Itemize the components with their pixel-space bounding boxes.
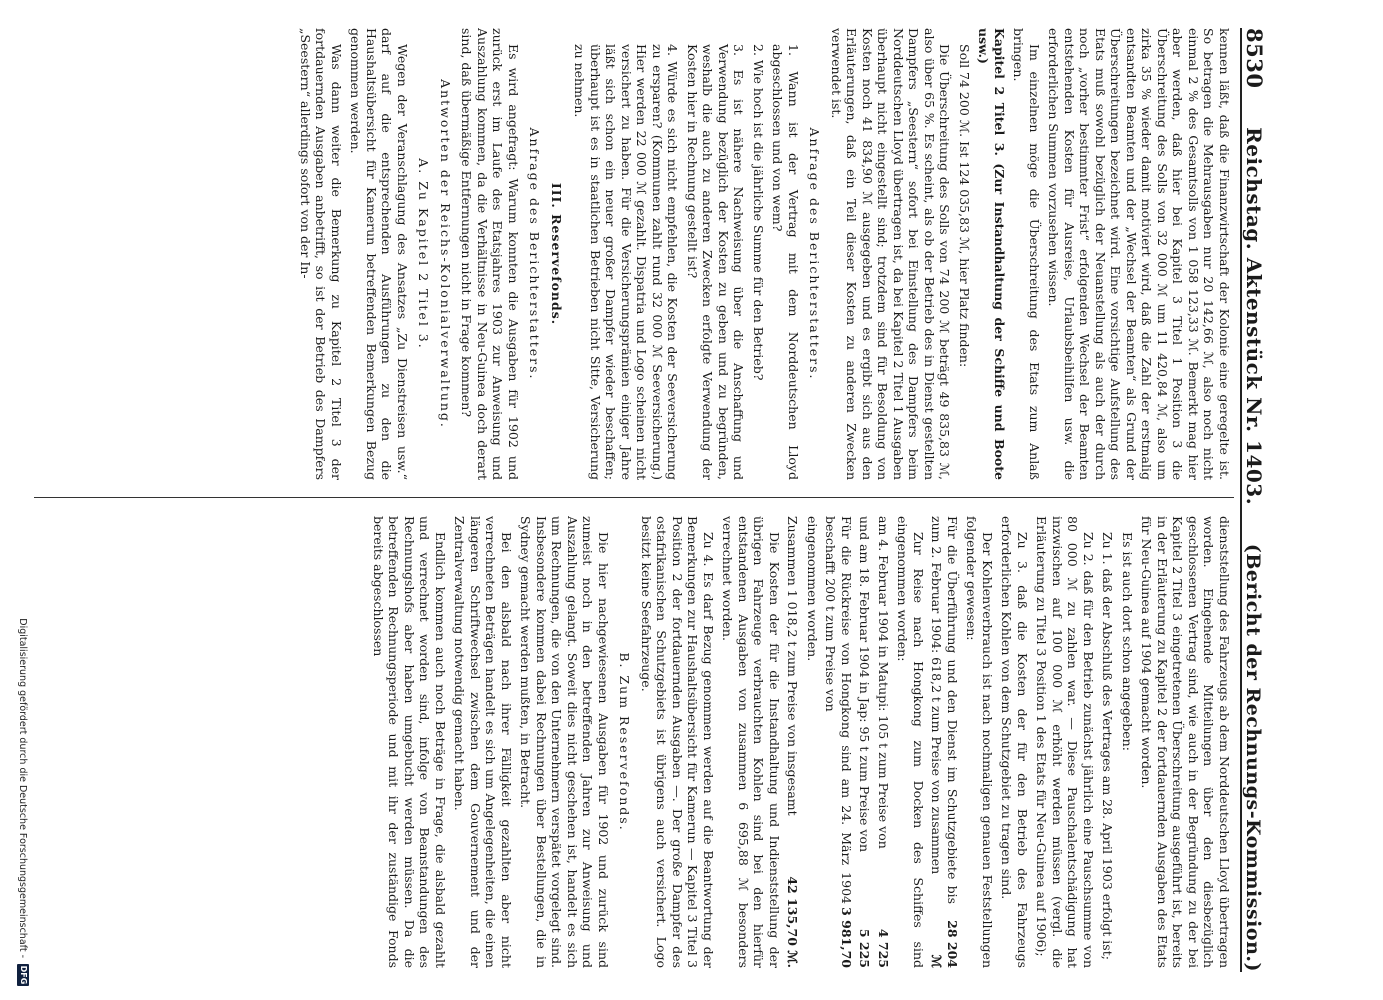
page-header	[1240, 28, 1282, 972]
left-column	[32, 28, 1232, 480]
dfg-logo-icon: DFG	[19, 965, 28, 985]
coal-cost-label: Für die Überführung und den Dienst im Schutzgebiete bis zum 2. Februar 1904: 618,2 t zum Preise von zusammen	[929, 516, 960, 904]
paragraph: Wegen der Veranschlagung des Ansatzes „Zu Dienstreisen usw.“ darf auf die entsprechenden Ausführungen zu den die Haushaltsübersicht für Kamerun betreffenden Bemerkungen Bezug genommen werden.	[348, 28, 410, 480]
paragraph: Zu 1. daß der Abschluß des Vertrages am 28. April 1903 erfolgt ist;	[1100, 532, 1116, 960]
soll-line: Soll 74 200 ℳ. Ist 124 035,83 ℳ, hier Platz finden:	[957, 44, 972, 368]
paragraph: Zu 2. daß für den Betrieb zunächst jährlich eine Pauschsumme von 80 000 ℳ zu zahlen war. — Diese Pauschalentschädigung hat inzwischen auf 100 000 ℳ erhöht werden müssen (vergl. die Erläuterung zu Titel 3 Position 1 des Etats für Neu-Guinea auf 1906);	[1034, 516, 1096, 968]
paragraph: dienststellung des Fahrzeugs ab dem Norddeutschen Lloyd übertragen worden. Eingehende Mitteilungen über den diesbezüglich geschlossenen Vertrag sind, wie auch in der Begründung zu der bei Kapitel 2 Titel 3 eingetretenen Überschreitung ausgeführt ist, bereits in der Erläuterung zu Kapitel 2 der fortdauernden Ausgaben des Etats für Neu-Guinea auf 1904 gemacht worden.	[1139, 516, 1232, 968]
subsection-heading: B. Zum Reservefonds.	[617, 652, 633, 832]
paragraph: kennen läßt, daß die Finanzwirtschaft der Kolonie eine geregelte ist. So betragen die Mehrausgaben nur 20 142,66 ℳ, also noch nicht einmal 2 % des Gesamtsolls von 1 058 123,33 ℳ. Bemerkt mag hier aber werden, daß hier bei Kapitel 3 Titel 1 Position 3 die Überschreitung des Solls von 32 000 ℳ um 11 420,84 ℳ, also um zirka 35 % wieder damit motiviert wird, daß die Zahl der erstmalig entsandten Beamten und der „Wechsel der Beamten“ als Grund der Überschreitungen bezeichnet wird. Eine vorsichtige Aufstellung des Etats muß sowohl bezüglich der Neuanstellung als auch der durch noch „vorher bestimmter Frist“ erfolgenden Wechsel der Beamten entstehenden Kosten für Ausreise, Urlaubsbeihilfen usw. die erforderlichen Summen vorzusehen wissen.	[1046, 28, 1232, 480]
paragraph: Die Kosten der für die Instandhaltung und Indienststellung der übrigen Fahrzeuge verbrauchten Kohlen sind bei den hierfür entstandenen Ausgaben von zusammen 6 695,88 ℳ besonders verrechnet worden.	[720, 516, 782, 968]
coal-cost-row	[857, 516, 873, 968]
coal-total-label: Zusammen 1 018,2 t zum Preise von insgesamt	[785, 516, 801, 816]
paragraph: Bei den alsbald nach ihrer Fälligkeit gezahlten aber nicht verrechneten Beträgen handelt es sich um Angelegenheiten, die einen längeren Schriftwechsel zwischen dem Gouvernement und der Zentralverwaltung notwendig gemacht haben.	[452, 516, 514, 968]
paragraph: Zu 4. Es darf Bezug genommen werden auf die Beantwortung der Bemerkungen zur Haushaltsübersicht für Kamerun — Kapitel 3 Titel 3 Position 2 der fortdauernden Ausgaben —. Der große Dampfer des ostafrikanischen Schutzgebiets ist übrigens auch versichert. Logo besitzt keine Seefahrzeuge.	[639, 516, 716, 968]
coal-cost-label: Für die Rückreise von Hongkong sind am 24. März 1904 beschafft 200 t zum Preise von	[823, 516, 854, 904]
coal-cost-value: 4 725	[876, 928, 891, 968]
digitization-credit	[14, 0, 32, 1000]
paragraph: Endlich kommen auch noch Beträge in Frage, die alsbald gezahlt und verrechnet worden sind, infolge von Beanstandungen des Rechnungshofs aber haben umgebucht werden müssen. Da die betreffenden Rechnungsperiode und mit ihr der zuständige Fonds bereits abgeschlossen	[371, 516, 448, 968]
list-item: 1. Wann ist der Vertrag mit dem Norddeutschen Lloyd abgeschlossen und von wem?	[770, 44, 801, 480]
paragraph: Zu 3. daß die Kosten der für den Betrieb des Fahrzeugs erforderlichen Kohlen von dem Schutzgebiet zu tragen sind.	[999, 516, 1030, 968]
coal-total-value: 42 135,70 ℳ.	[785, 876, 801, 968]
list-item: 3. Es ist nähere Nachweisung über die Anschaffung und Verwendung bezüglich der Kosten zu geben und zu begründen, weshalb die auch zu anderen Zwecken erfolgte Verwendung der Kosten hier in Rechnung gestellt ist?	[685, 44, 747, 480]
paragraph: Die hier nachgewiesenen Ausgaben für 1902 und zurück sind zumeist noch in den betreffenden Jahren zur Anweisung und Auszahlung gelangt. Soweit dies nicht geschehen ist, handelt es sich um Rechnungen, die von den Unternehmern verspätet vorgelegt sind. Insbesondere kommen dabei Rechnungen über Bestellungen, die in Sydney gemacht werden mußten, in Betracht.	[518, 516, 611, 968]
kapitel-heading: Kapitel 2 Titel 3. (Zur Instandhaltung der Schiffe und Boote usw.)	[976, 28, 1007, 480]
coal-cost-label: und am 18. Februar 1904 in Jap: 95 t zum Preise von	[857, 516, 873, 853]
subsection-heading: A. Zu Kapitel 2 Titel 3.	[416, 158, 432, 350]
coal-cost-value: 3 981,70	[839, 907, 854, 968]
paragraph: Der Kohlenverbrauch ist nach nochmaligen genauen Feststellungen folgender gewesen:	[964, 516, 995, 968]
coal-cost-row	[823, 516, 854, 968]
paragraph: Es ist auch dort schon angegeben:	[1120, 532, 1135, 751]
list-item: 4. Würde es sich nicht empfehlen, die Kosten der Seeversicherung zu ersparen? (Kommunen zahlt rund 32 000 ℳ Seeversicherung.) Hier werden 22 000 ℳ gezahlt. Dispatria und Logo scheinen nicht versichert zu haben. Für die Versicherungsprämien einiger Jahre läßt sich schon ein neuer großer Dampfer wieder beschaffen; überhaupt ist es in staatlichen Betrieben nicht Sitte, Versicherung zu nehmen.	[572, 44, 681, 480]
coal-cost-value: 28 204 ℳ	[929, 920, 960, 968]
header-title: Reichstag. Aktenstück Nr. 1403.	[1242, 127, 1266, 506]
column-divider	[34, 497, 1234, 498]
header-subtitle: (Bericht der Rechnungs-Kommission.)	[1242, 543, 1264, 972]
page-number: 8530	[1242, 28, 1267, 89]
paragraph: Im einzelnen möge die Überschreitung des Etats zum Anlaß bringen.	[1011, 28, 1042, 480]
paragraph: Was dann weiter die Bemerkung zu Kapitel 2 Titel 3 der fortdauernden Ausgaben anbetrifft, so ist der Betrieb des Dampfers „Seestern“ allerdings sofort von der In-	[298, 28, 344, 480]
inquiry-heading: Anfrage des Berichterstatters.	[807, 127, 823, 381]
credit-text: Digitalisierung gefördert durch die Deutsche Forschungsgemeinschaft -	[17, 618, 29, 958]
paragraph: Die Überschreitung des Solls von 74 200 ℳ beträgt 49 835,83 ℳ, also über 65 %. Es scheint, als ob der Betrieb des in Dienst gestellten Dampfers „Seestern“ sofort bei Einstellung des Dampfers beim Norddeutschen Lloyd übertragen ist, da bei Kapitel 2 Titel 1 Ausgaben überhaupt nicht eingestellt sind; trotzdem sind für Besoldung von Kosten noch 41 834,90 ℳ ausgegeben und es ergibt sich aus den Erläuterungen, daß ein Teil dieser Kosten zu anderen Zwecken verwendet ist.	[829, 28, 953, 480]
list-item: 2. Wie hoch ist die jährliche Summe für den Betrieb?	[751, 44, 766, 381]
paragraph: Es wird angefragt: Warum konnten die Ausgaben für 1902 und zurück erst im Laufe des Etatsjahres 1903 zur Anweisung und Auszahlung kommen, da die Verhältnisse in Neu-Guinea doch derart sind, daß übermäßige Entfernungen nicht in Frage kommen?	[459, 28, 521, 480]
question-list	[572, 28, 801, 480]
coal-cost-row	[876, 516, 892, 968]
paragraph: Zur Reise nach Hongkong zum Docken des Schiffes sind eingenommen worden:	[895, 516, 926, 968]
section-heading: III. Reservefonds.	[549, 182, 564, 326]
coal-total-row	[785, 516, 801, 968]
coal-cost-row	[929, 516, 960, 968]
inquiry-heading: Anfrage des Berichterstatters.	[527, 127, 543, 381]
paragraph: eingenommen worden.	[805, 516, 820, 662]
coal-cost-label: am 4. Februar 1904 in Matupi: 105 t zum Preise von	[876, 516, 891, 849]
right-column	[32, 516, 1232, 968]
answers-heading: Antworten der Reichs-Kolonialverwaltung.	[438, 79, 453, 429]
coal-cost-value: 5 225	[857, 928, 873, 968]
